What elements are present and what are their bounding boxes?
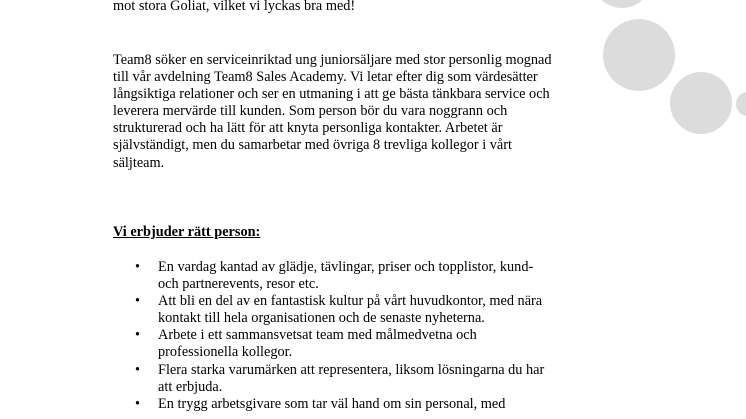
benefits-list: [113, 259, 553, 413]
list-item-text: Att bli en del av en fantastisk kultur på vårt huvudkontor, med nära kontakt till hela organisationen och de senaste nyheterna.: [158, 293, 543, 327]
bullet-icon: •: [135, 293, 141, 310]
decorative-circle: [592, 0, 652, 8]
benefits-heading: Vi erbjuder rätt person:: [113, 224, 261, 240]
decorative-circle: [603, 19, 675, 91]
list-item: [113, 327, 553, 361]
decorative-circle: [736, 92, 746, 116]
list-item-text: Arbete i ett sammansvetsat team med målmedvetna och professionella kollegor.: [158, 327, 477, 361]
list-item: [113, 293, 553, 327]
list-item-text: En vardag kantad av glädje, tävlingar, priser och topplistor, kund- och partnerevents, resor etc.: [158, 259, 534, 293]
bullet-icon: •: [135, 259, 141, 275]
bullet-icon: •: [135, 361, 141, 378]
list-item-text: Flera starka varumärken att representera, liksom lösningarna du har att erbjuda.: [158, 361, 545, 395]
bullet-icon: •: [135, 327, 141, 344]
list-item: [113, 396, 553, 413]
list-item-text: En trygg arbetsgivare som tar väl hand om sin personal, med: [158, 395, 506, 412]
list-item: [113, 259, 553, 293]
bullet-icon: •: [135, 395, 141, 412]
job-description-paragraph: Team8 söker en serviceinriktad ung juniorsäljare med stor personlig mognad till vår avdelning Team8 Sales Academy. Vi letar efter dig som värdesätter långsiktiga relationer och ser en utmaning i att ge bästa tänkbara service och leverera mervärde till kunden. Som person bör du vara noggrann och strukturerad och ha lätt för att knyta personliga kontakter. Arbetet är självständigt, men du samarbetar med övriga 8 trevliga kollegor i vårt säljteam.: [113, 52, 552, 171]
decorative-circle: [670, 72, 732, 134]
intro-line: mot stora Goliat, vilket vi lyckas bra med!: [113, 0, 356, 14]
list-item: [113, 362, 553, 396]
